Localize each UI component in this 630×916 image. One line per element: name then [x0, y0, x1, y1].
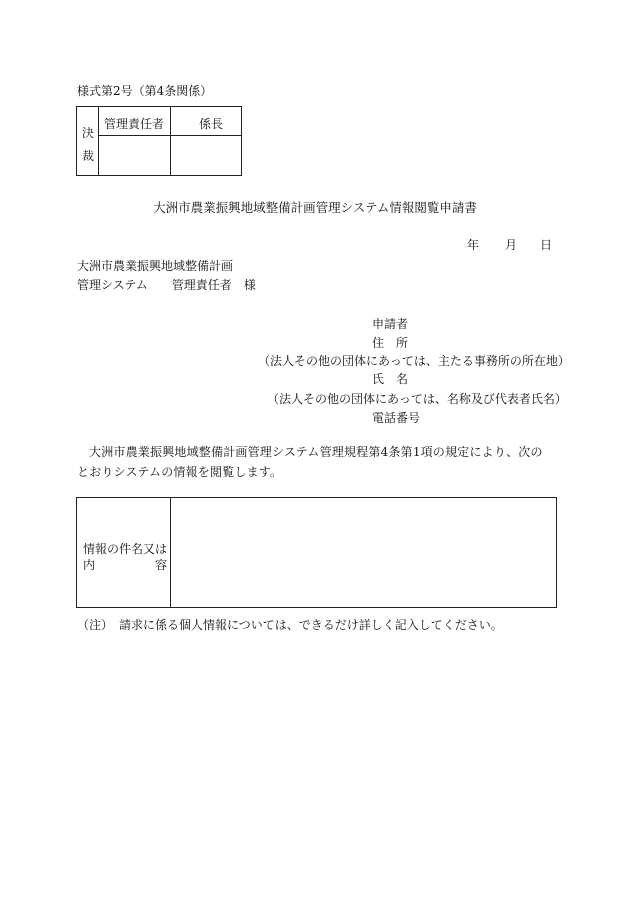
information-label-cell	[77, 498, 171, 607]
applicant-name-label: 氏 名	[372, 372, 409, 386]
applicant-phone-label: 電話番号	[372, 411, 421, 425]
information-label-line-1: 情報の件名又は	[83, 542, 168, 556]
approval-label-char-2: 裁	[82, 149, 95, 163]
addressee-line-1: 大洲市農業振興地域整備計画	[77, 259, 234, 273]
applicant-address-note: （法人その他の団体にあっては、主たる事務所の所在地）	[258, 354, 570, 368]
applicant-name-note: （法人その他の団体にあっては、名称及び代表者氏名）	[267, 392, 567, 406]
information-label-line-2-right: 容	[155, 558, 168, 572]
information-label-line-2-left: 内	[83, 558, 96, 572]
date-year: 年	[467, 238, 480, 252]
approval-column-divider	[170, 107, 171, 175]
approval-header-manager: 管理責任者	[104, 117, 165, 131]
approval-header-chief: 係長	[199, 117, 224, 131]
approval-table	[76, 106, 242, 176]
information-content-cell[interactable]	[171, 498, 556, 607]
approval-label-column	[77, 107, 99, 175]
date-day: 日	[540, 238, 553, 252]
form-number: 様式第2号（第4条関係）	[77, 84, 213, 98]
date-month: 月	[505, 238, 518, 252]
addressee-line-2: 管理システム 管理責任者 様	[77, 278, 256, 292]
applicant-address-label: 住 所	[372, 336, 409, 350]
document-title: 大洲市農業振興地域整備計画管理システム情報閲覧申請書	[153, 200, 477, 215]
information-table	[76, 497, 557, 608]
applicant-heading: 申請者	[372, 317, 409, 331]
approval-label-char-1: 決	[82, 126, 95, 140]
body-paragraph: 大洲市農業振興地域整備計画管理システム管理規程第4条第1項の規定により、次のとおりシステムの情報を閲覧します。	[77, 445, 543, 479]
footnote: （注） 請求に係る個人情報については、できるだけ詳しく記入してください。	[77, 618, 503, 632]
